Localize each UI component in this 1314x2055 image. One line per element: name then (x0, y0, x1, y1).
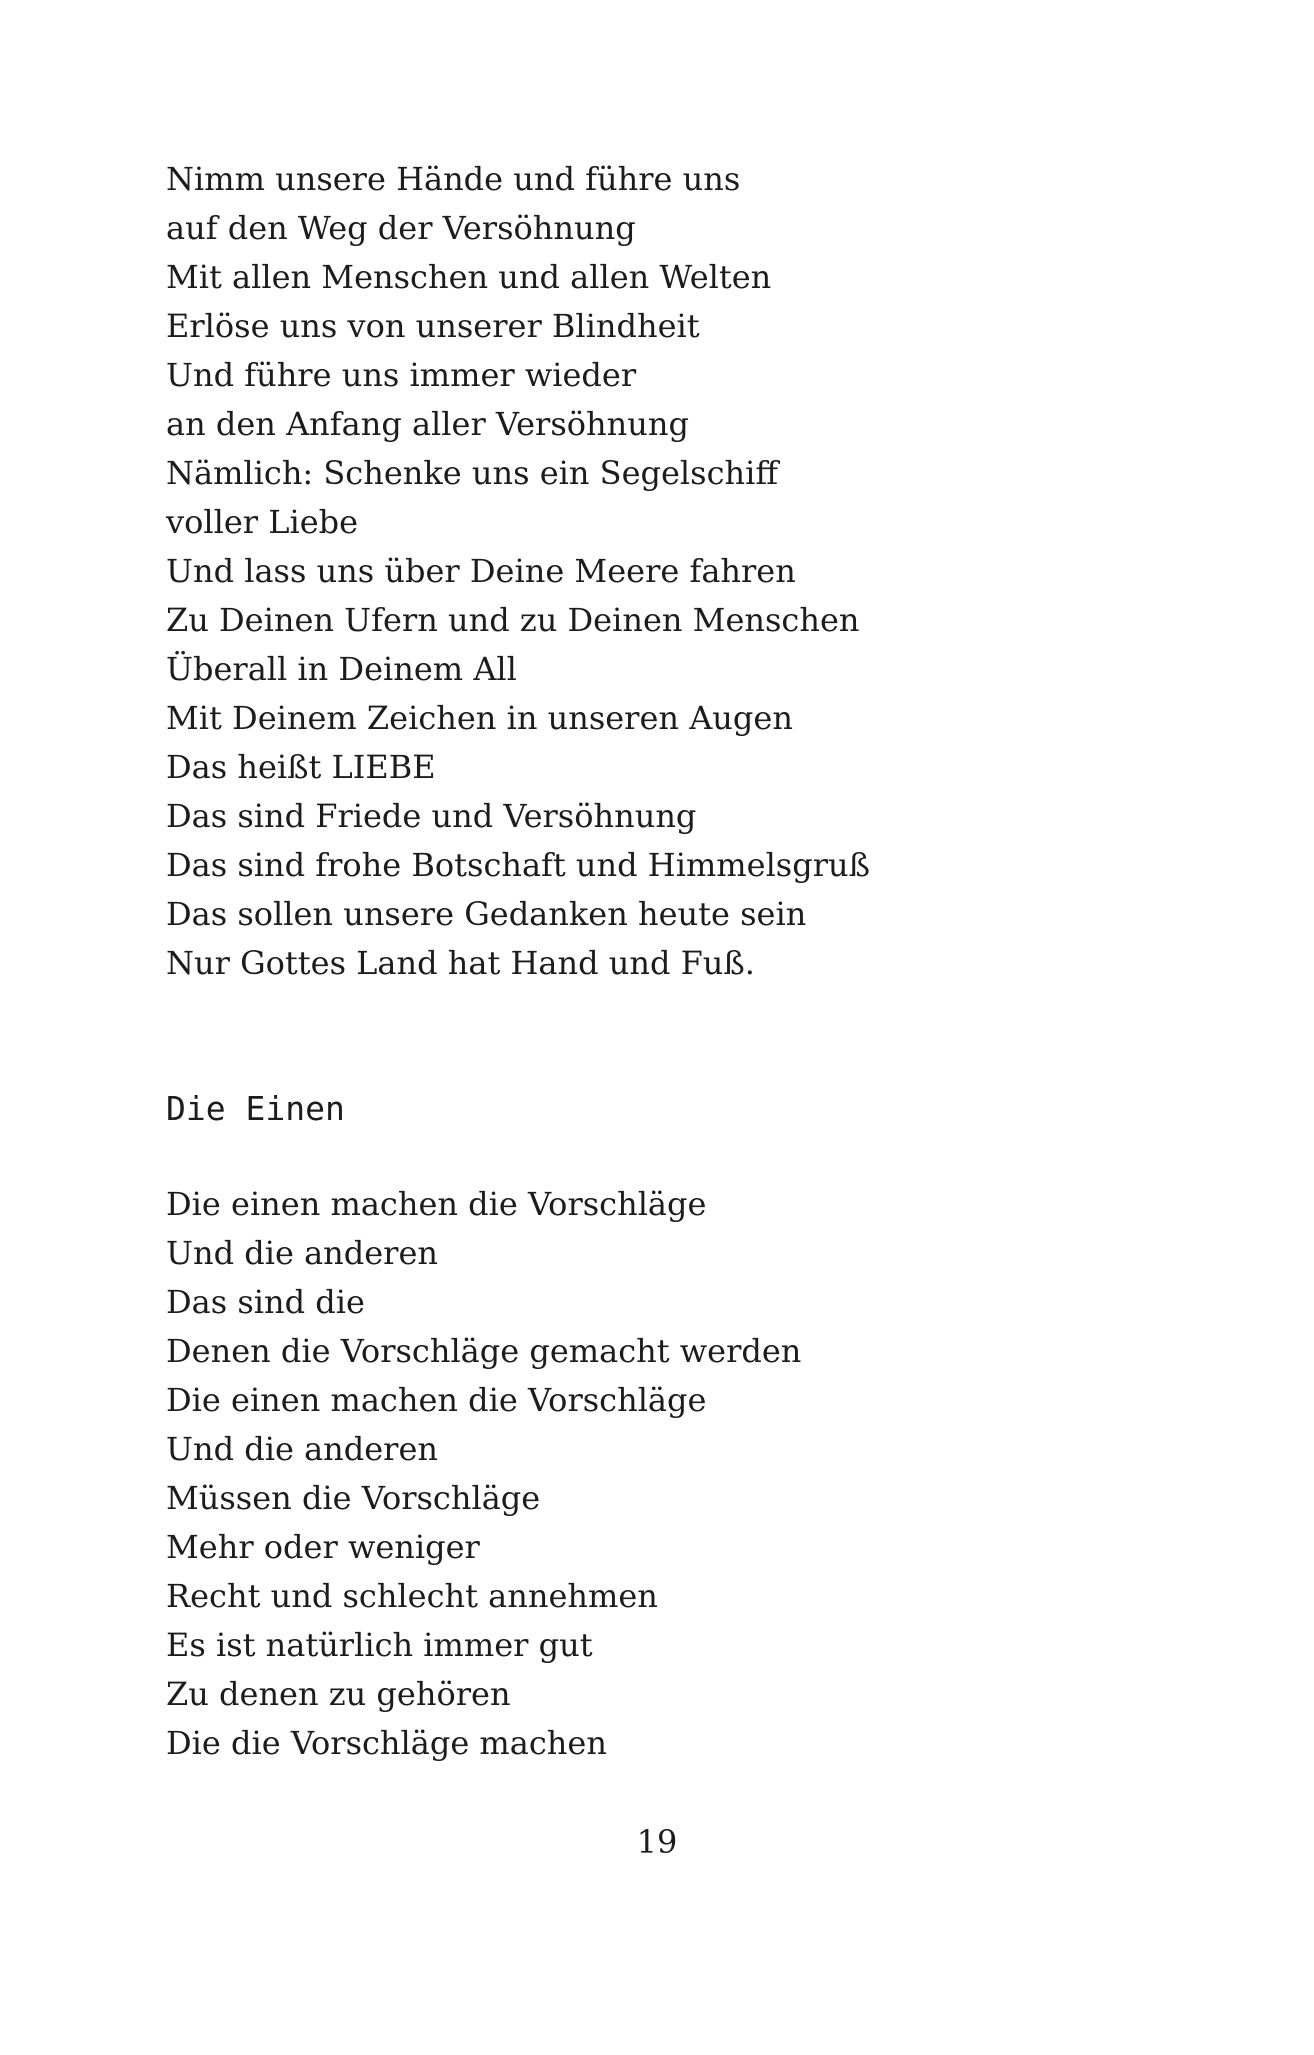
poem-line: Die die Vorschläge machen (166, 1724, 607, 1762)
poem-line: Zu denen zu gehören (166, 1675, 511, 1713)
poem-line: Müssen die Vorschläge (166, 1479, 541, 1517)
poem-line: Das sind die (166, 1283, 365, 1321)
poem-title: Die Einen (166, 1089, 345, 1128)
poem-line: Mit allen Menschen und allen Welten (166, 258, 772, 296)
poem-line: Und die anderen (166, 1234, 439, 1272)
poem-line: Mit Deinem Zeichen in unseren Augen (166, 699, 793, 737)
poem-line: Denen die Vorschläge gemacht werden (166, 1332, 802, 1370)
poem-line: Nur Gottes Land hat Hand und Fuß. (166, 944, 755, 982)
poem-line: Recht und schlecht annehmen (166, 1577, 658, 1615)
poem-line: Das sollen unsere Gedanken heute sein (166, 895, 807, 933)
poem-line: Nämlich: Schenke uns ein Segelschiff (166, 454, 779, 492)
poem-line: Überall in Deinem All (166, 650, 517, 688)
poem-line: Die einen machen die Vorschläge (166, 1185, 707, 1223)
poem-line: voller Liebe (166, 503, 359, 541)
poem-line: Die einen machen die Vorschläge (166, 1381, 707, 1419)
poem-line: Das sind frohe Botschaft und Himmelsgruß (166, 846, 870, 884)
poem-line: Mehr oder weniger (166, 1528, 480, 1566)
poem-text (166, 1180, 801, 1768)
poem-text (166, 155, 870, 988)
page-number: 19 (636, 1823, 678, 1861)
poem-line: Und führe uns immer wieder (166, 356, 637, 394)
poem-line: Zu Deinen Ufern und zu Deinen Menschen (166, 601, 860, 639)
poem-line: auf den Weg der Versöhnung (166, 209, 636, 247)
poem-line: Nimm unsere Hände und führe uns (166, 160, 741, 198)
poem-line: Und lass uns über Deine Meere fahren (166, 552, 796, 590)
poem-line: an den Anfang aller Versöhnung (166, 405, 689, 443)
poem-line: Erlöse uns von unserer Blindheit (166, 307, 700, 345)
poem-line: Das sind Friede und Versöhnung (166, 797, 697, 835)
poem-line: Das heißt LIEBE (166, 748, 436, 786)
poem-line: Und die anderen (166, 1430, 439, 1468)
poem-line: Es ist natürlich immer gut (166, 1626, 593, 1664)
